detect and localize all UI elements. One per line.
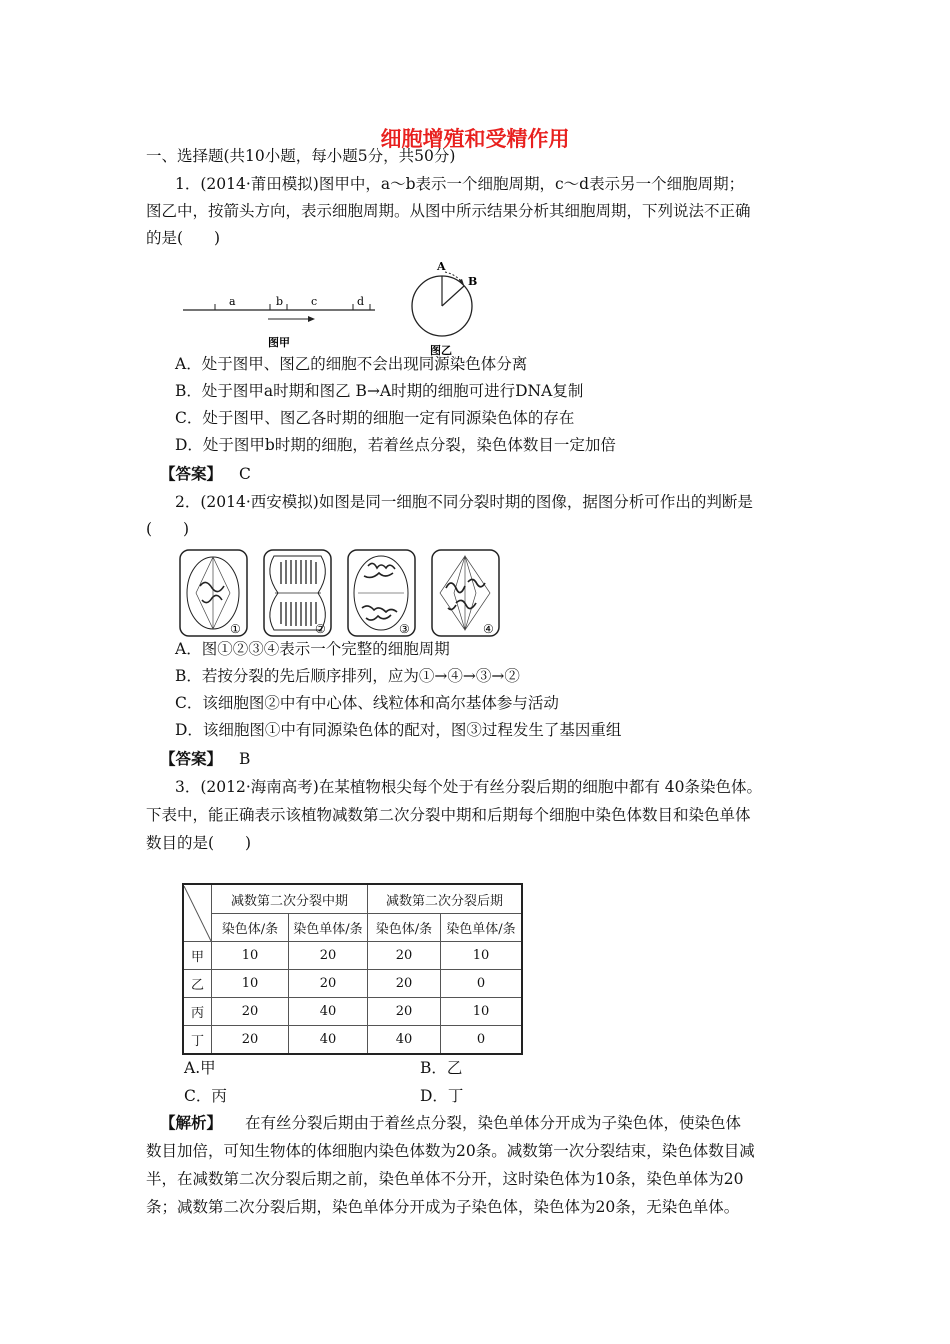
table-cell: 40: [368, 1026, 441, 1055]
fig2-label-A: A: [437, 260, 446, 273]
q1-answer-value: C: [238, 465, 251, 483]
table-row: [183, 942, 522, 970]
table-subheader: 染色单体/条: [289, 914, 368, 942]
cell-4-label: ④: [483, 622, 494, 636]
table-row: [183, 1026, 522, 1055]
table-cell: 0: [441, 970, 523, 998]
q3-data-table: [182, 883, 523, 1055]
table-cell: 20: [368, 998, 441, 1026]
table-cell: 10: [212, 942, 289, 970]
q3-option-b: B．乙: [420, 1059, 463, 1077]
table-cell: 20: [212, 998, 289, 1026]
q3-option-d: D．丁: [420, 1087, 464, 1105]
q1-answer: [160, 463, 251, 485]
cell-3-label: ③: [399, 622, 410, 636]
table-cell: 40: [289, 1026, 368, 1055]
q3-stem-line1: 3．(2012·海南高考)在某植物根尖每个处于有丝分裂后期的细胞中都有 40条染色体。: [175, 778, 762, 796]
q1-option-a: A．处于图甲、图乙的细胞不会出现同源染色体分离: [175, 355, 528, 373]
page-title: 细胞增殖和受精作用: [380, 127, 570, 151]
q1-figure: [175, 258, 495, 358]
q3-analysis-line1: [160, 1112, 741, 1134]
cell-1-label: ①: [230, 622, 241, 636]
q3-analysis-text: 在有丝分裂后期由于着丝点分裂，染色单体分开成为子染色体，使染色体: [244, 1114, 741, 1132]
fig1-label-b: b: [276, 295, 284, 308]
row-label: 甲: [183, 942, 212, 970]
q1-option-b: B．处于图甲a时期和图乙 B→A时期的细胞可进行DNA复制: [175, 382, 584, 400]
table-subheader: 染色单体/条: [441, 914, 523, 942]
q3-analysis-line4: 条；减数第二次分裂后期，染色单体分开成为子染色体，染色体为20条，无染色单体。: [146, 1198, 740, 1216]
table-cell: 40: [289, 998, 368, 1026]
table-group-header-2: 减数第二次分裂后期: [368, 884, 523, 914]
row-label: 丁: [183, 1026, 212, 1055]
q2-answer-value: B: [238, 750, 251, 768]
q2-answer: [160, 748, 250, 770]
q3-analysis-line3: 半，在减数第二次分裂后期之前，染色单体不分开，这时染色体为10条，染色单体为20: [146, 1170, 744, 1188]
q2-figure: [178, 548, 503, 640]
row-label: 乙: [183, 970, 212, 998]
table-cell: 20: [368, 942, 441, 970]
q2-stem-line2: ( ): [146, 520, 190, 538]
table-row: [183, 998, 522, 1026]
fig1-caption: 图甲: [268, 336, 290, 349]
fig2-label-B: B: [468, 275, 478, 288]
table-cell: 20: [289, 942, 368, 970]
table-row: [183, 970, 522, 998]
table-cell: 0: [441, 1026, 523, 1055]
table-subheader: 染色体/条: [368, 914, 441, 942]
q3-stem-line3: 数目的是( ): [146, 834, 252, 852]
cell-2-label: ②: [315, 622, 326, 636]
table-cell: 10: [441, 998, 523, 1026]
section-heading: 一、选择题(共10小题，每小题5分，共50分): [146, 147, 456, 165]
q2-option-a: A．图①②③④表示一个完整的细胞周期: [175, 640, 450, 658]
table-cell: 10: [441, 942, 523, 970]
q3-option-c: C．丙: [184, 1087, 227, 1105]
q2-option-d: D．该细胞图①中有同源染色体的配对，图③过程发生了基因重组: [175, 721, 622, 739]
table-cell: 20: [289, 970, 368, 998]
table-cell: 20: [368, 970, 441, 998]
q3-option-a: A.甲: [184, 1059, 216, 1077]
q1-answer-label: 【答案】: [160, 464, 223, 483]
row-label: 丙: [183, 998, 212, 1026]
fig1-label-c: c: [311, 295, 318, 308]
table-group-header-1: 减数第二次分裂中期: [212, 884, 368, 914]
q2-answer-label: 【答案】: [160, 749, 223, 768]
fig1-label-a: a: [229, 295, 236, 308]
q1-option-d: D．处于图甲b时期的细胞，若着丝点分裂，染色体数目一定加倍: [175, 436, 616, 454]
q2-stem-line1: 2．(2014·西安模拟)如图是同一细胞不同分裂时期的图像，据图分析可作出的判断是: [175, 493, 753, 511]
q2-option-c: C．该细胞图②中有中心体、线粒体和高尔基体参与活动: [175, 694, 559, 712]
q3-analysis-line2: 数目加倍，可知生物体的体细胞内染色体数为20条。减数第一次分裂结束，染色体数目减: [146, 1142, 755, 1160]
fig1-label-d: d: [357, 295, 365, 308]
q1-option-c: C．处于图甲、图乙各时期的细胞一定有同源染色体的存在: [175, 409, 575, 427]
q3-stem-line2: 下表中，能正确表示该植物减数第二次分裂中期和后期每个细胞中染色体数目和染色单体: [146, 806, 751, 824]
q2-option-b: B．若按分裂的先后顺序排列，应为①→④→③→②: [175, 667, 520, 685]
table-cell: 10: [212, 970, 289, 998]
fig2-caption: 图乙: [430, 344, 452, 357]
q1-stem-line3: 的是( ): [146, 229, 221, 247]
q3-analysis-label: 【解析】: [160, 1113, 223, 1132]
table-subheader: 染色体/条: [212, 914, 289, 942]
q1-stem-line2: 图乙中，按箭头方向，表示细胞周期。从图中所示结果分析其细胞周期，下列说法不正确: [146, 202, 751, 220]
table-corner-cell: [183, 884, 212, 942]
q1-stem-line1: 1．(2014·莆田模拟)图甲中，a～b表示一个细胞周期，c～d表示另一个细胞周期；: [175, 175, 745, 193]
table-cell: 20: [212, 1026, 289, 1055]
